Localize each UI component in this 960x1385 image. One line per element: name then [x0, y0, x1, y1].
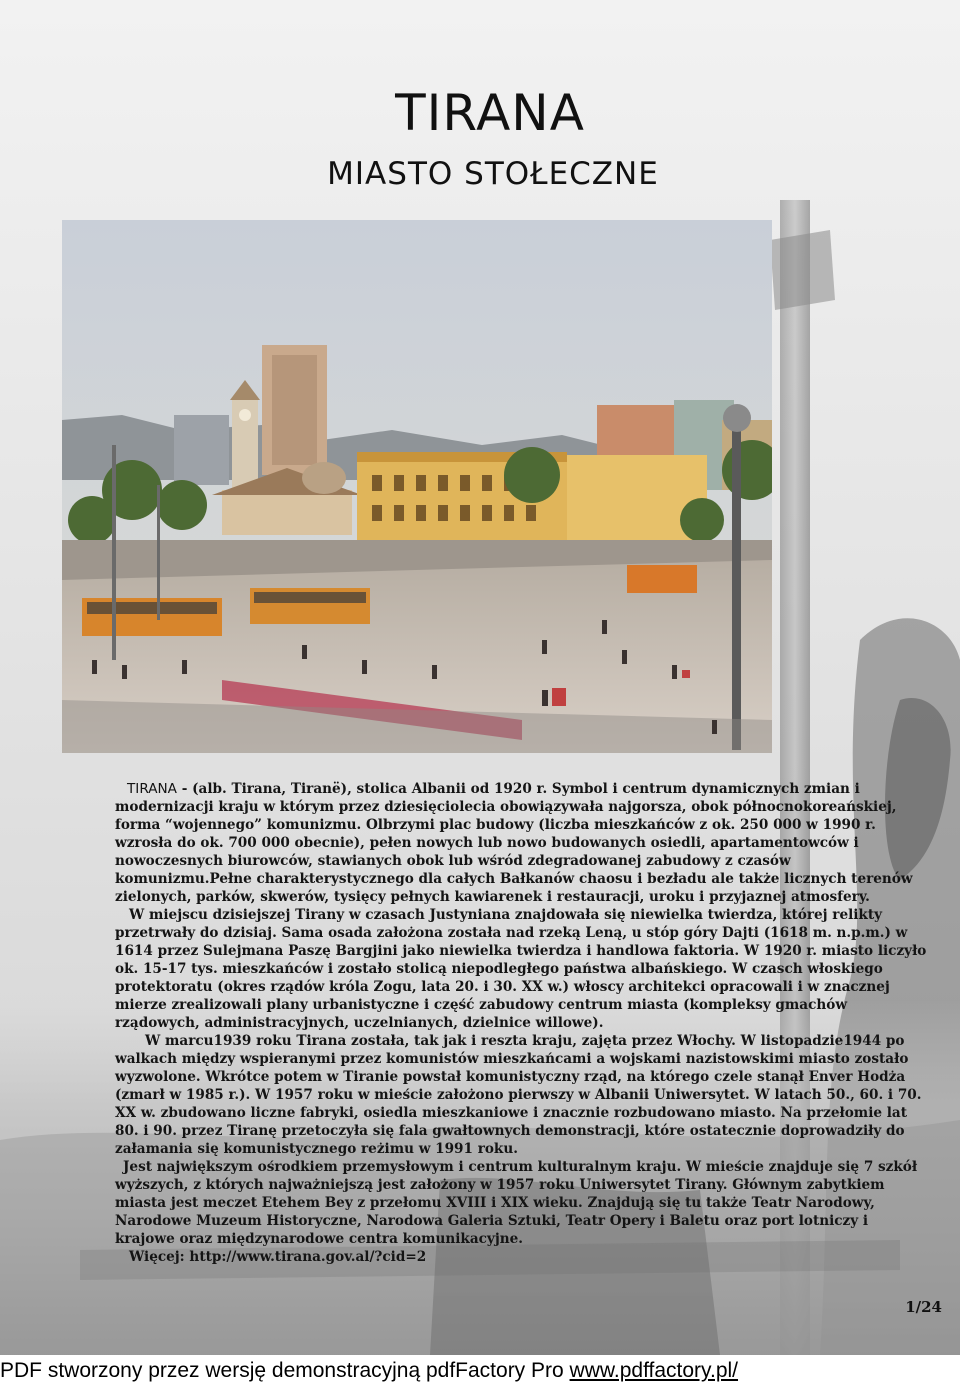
- page-number: 1/24: [905, 1298, 942, 1316]
- paragraph-2: W miejscu dzisiejszej Tirany w czasach Justyniana znajdowała się niewielka twierdza, której relikty przetrwały do dzisiaj. Sama osada założona została nad rzeką Leną, u stóp góry Dajti (1618 m. n.p.m.) w 1614 przez Sulejmana Paszę Bargjini jako niewielka twierdza i handlowa faktoria. W 1920 r. miasto liczyło ok. 15-17 tys. mieszkańców i zostało stolicą niepodległego państwa albańskiego. W czasch włoskiego protektoratu (okres rządów króla Zogu, lata 20. i 30. XX w.) włoscy architekci opracowali i w znacznej mierze zrealizowali plany urbanistyczne i część zabudowy centrum miasta (kompleksy gmachów rządowych, administracyjnych, uczelnianych, dzielnice willowe).: [115, 907, 927, 1031]
- footer-link[interactable]: www.pdffactory.pl/: [569, 1359, 739, 1382]
- pdf-footer: [0, 1356, 960, 1385]
- footer-text: PDF stworzony przez wersję demonstracyjną pdfFactory Pro: [0, 1359, 570, 1382]
- lead-label: TIRANA: [127, 781, 177, 797]
- body-text: [115, 780, 930, 1266]
- city-square-photo: [62, 220, 772, 753]
- document-title: TIRANA: [395, 84, 585, 142]
- paragraph-1: [115, 780, 930, 906]
- document-subtitle: MIASTO STOŁECZNE: [327, 156, 659, 192]
- paragraph-4: Jest największym ośrodkiem przemysłowym i centrum kulturalnym kraju. W mieście znajduje się 7 szkół wyższych, z których najważniejszą jest założony w 1957 roku Uniwersytet Tirany. Głównym zabytkiem miasta jest meczet Etehem Bey z przełomu XVIII i XIX wieku. Znajdują się tu także Teatr Narodowy, Narodowe Muzeum Historyczne, Narodowa Galeria Sztuki, Teatr Opery i Baletu oraz port lotniczy i krajowe oraz międzynarodowe centra komunikacyjne.: [115, 1159, 918, 1247]
- paragraph-5: Więcej: http://www.tirana.gov.al/?cid=2: [129, 1249, 427, 1265]
- paragraph-1-text: - (alb. Tirana, Tiranë), stolica Albanii od 1920 r. Symbol i centrum dynamicznych zmian i modernizacji kraju w którym przez dziesięciolecia obowiązywała najgorsza, obok północnokoreańskiej, forma “wojennego” komunizmu. Olbrzymi plac budowy (liczba mieszkańców z ok. 250 000 w 1990 r. wzrosła do ok. 700 000 obecnie), pełen nowych lub nowo budowanych osiedli, apartamentowców i nowoczesnych biurowców, stawianych obok lub wśród zdegradowanej zabudowy z czasów komunizmu.Pełne charakterystycznego dla całych Bałkanów chaosu i bezładu ale także licznych terenów zielonych, parków, skwerów, tysięcy pełnych kawiarenek i restauracji, uroku i przyjaznej atmosfery.: [115, 781, 913, 905]
- photo-illustration: [62, 220, 772, 753]
- paragraph-3: W marcu1939 roku Tirana została, tak jak i reszta kraju, zajęta przez Włochy. W listopadzie1944 po walkach między wspieranymi przez komunistów mieszkańcami a wojskami nazistowskimi miasto zostało wyzwolone. Wkrótce potem w Tiranie powstał komunistyczny rząd, na którego czele stanął Enver Hodża (zmarł w 1985 r.). W 1957 roku w mieście założono pierwszy w Albanii Uniwersytet. W latach 50., 60. i 70. XX w. zbudowano liczne fabryki, osiedla mieszkaniowe i znacznie rozbudowano miasto. Na przełomie lat 80. i 90. przez Tiranę przetoczyła się fala gwałtownych demonstracji, które ostatecznie doprowadziły do załamania się komunistycznego reżimu w 1991 roku.: [115, 1033, 922, 1157]
